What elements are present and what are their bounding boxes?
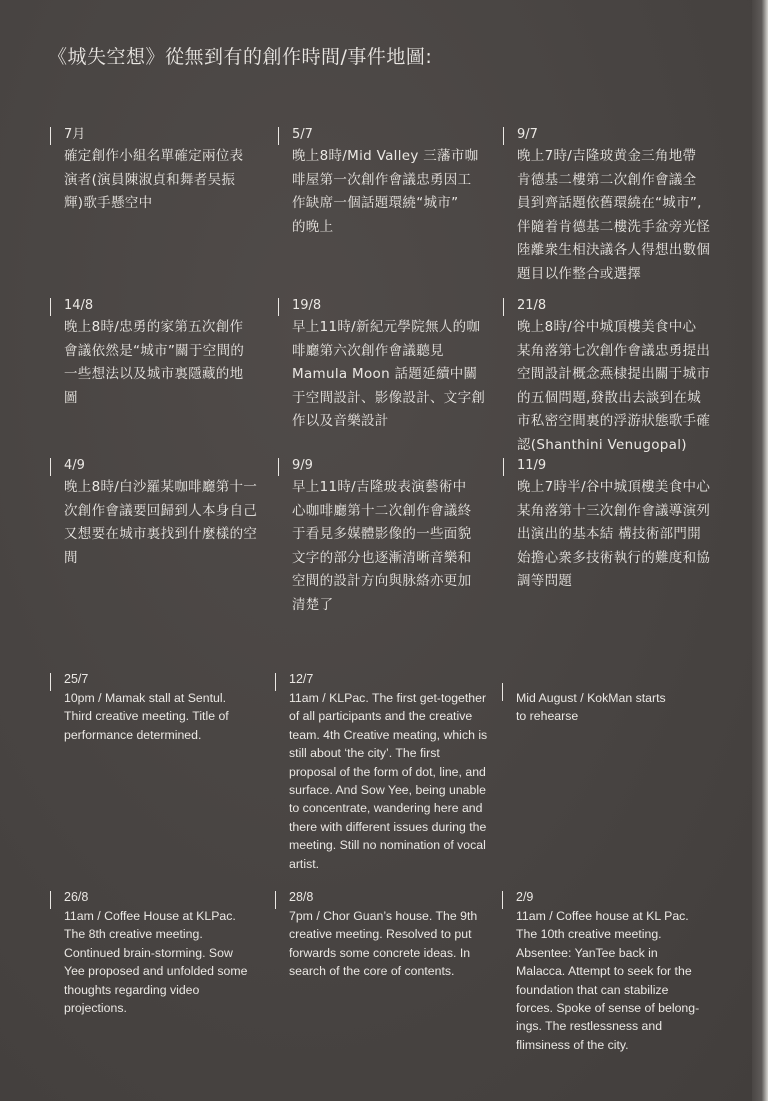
timeline-entry-zh bbox=[50, 295, 244, 410]
entry-text: 10pm / Mamak stall at Sentul. Third creative meeting. Title of performance determined. bbox=[64, 691, 229, 742]
entry-date: 26/8 bbox=[64, 890, 89, 904]
entry-date: 5/7 bbox=[292, 127, 313, 142]
entry-text: 早上11時/吉隆玻表演藝術中 心咖啡廳第十二次創作會議終 于看見多媒體影像的一些面貌 文字的部分也逐漸清晰音樂和 空間的設計方向與脉絡亦更加 清楚了 bbox=[292, 479, 472, 613]
timeline-entry-en bbox=[275, 888, 477, 981]
entry-text: 晚上8時/白沙羅某咖啡廳第十一 次創作會議要回歸到人本身自己 又想要在城市裏找到什麼樣的空 間 bbox=[64, 479, 258, 566]
timeline-entry-zh bbox=[278, 455, 471, 618]
entry-date: 28/8 bbox=[289, 890, 314, 904]
timeline-entry-zh bbox=[503, 455, 710, 594]
entry-text: 7pm / Chor Guan’s house. The 9th creative meeting. Resolved to put forwards some concrete ideas. In search of the core of contents. bbox=[289, 909, 478, 979]
timeline-entry-zh bbox=[503, 295, 710, 458]
entry-text: 晚上8時/Mid Valley 三藩市咖 啡屋第一次創作會議忠勇因工 作缺席一個話題環繞“城市” 的晚上 bbox=[292, 148, 479, 235]
entry-date: 4/9 bbox=[64, 458, 85, 473]
entry-date: 11/9 bbox=[517, 458, 547, 473]
entry-text: 11am / KLPac. The first get-together of all participants and the creative team. 4th Creative meating, which is still about ‘the city’. The first proposal of the form of dot, line, and surface. And Sow Yee, being unable to concentrate, wandering here and there with different issues during the meeting. Still no nomination of vocal artist. bbox=[289, 691, 488, 871]
timeline-entry-zh bbox=[50, 455, 257, 570]
timeline-entry-en bbox=[502, 888, 699, 1054]
entry-text: 確定創作小組名單確定兩位表 演者(演員陳淑貞和舞者吴振 輝)歌手懸空中 bbox=[64, 148, 244, 212]
timeline-entry-en bbox=[50, 888, 247, 1017]
entry-date: 7月 bbox=[64, 127, 86, 142]
entry-text: 11am / Coffee house at KL Pac. The 10th creative meeting. Absentee: YanTee back in Malacca. Attempt to seek for the foundation that can stabilize forces. Spoke of sense of belong- ings. The restlessness and flimsiness of the city. bbox=[516, 909, 700, 1052]
entry-date: 9/7 bbox=[517, 127, 538, 142]
entry-date: 14/8 bbox=[64, 298, 94, 313]
entry-text: 早上11時/新紀元學院無人的咖 啡廳第六次創作會議聽見 Mamula Moon 話題延續中關 于空間設計、影像設計、文字創 作以及音樂設計 bbox=[292, 319, 486, 430]
entry-text: 晚上8時/谷中城頂樓美食中心 某角落第七次創作會議忠勇提出 空間設計概念燕棣提出關于城市 的五個問題,發散出去談到在城 市私密空間裏的浮游狀態歌手確 認(Shanthini Venugopal) bbox=[517, 319, 711, 453]
timeline-entry-zh bbox=[278, 124, 478, 239]
entry-date: 19/8 bbox=[292, 298, 322, 313]
timeline-entry-zh bbox=[278, 295, 485, 434]
entry-date: 21/8 bbox=[517, 298, 547, 313]
entry-date: 25/7 bbox=[64, 672, 89, 686]
entry-text: 晚上7時半/谷中城頂樓美食中心 某角落第十三次創作會議導演列 出演出的基本結 構技術部門開 始擔心衆多技術執行的難度和協 調等問題 bbox=[517, 479, 711, 590]
entry-date: 9/9 bbox=[292, 458, 313, 473]
entry-text: Mid August / KokMan starts to rehearse bbox=[516, 691, 666, 724]
page-title: 《城失空想》從無到有的創作時間/事件地圖: bbox=[48, 46, 433, 68]
entry-text: 晚上7時/吉隆玻黄金三角地帶 肯德基二樓第二次創作會議全 員到齊話題依舊環繞在“城市”, 伴隨着肯德基二樓洗手盆旁光怪 陸離衆生相決議各人得想出數個 題目以作整合或選擇 bbox=[517, 148, 711, 282]
timeline-entry-en bbox=[275, 670, 487, 873]
timeline-entry-en bbox=[502, 680, 666, 726]
entry-text: 晚上8時/忠勇的家第五次創作 會議依然是“城市”關于空間的 一些想法以及城市裏隱藏的地 圖 bbox=[64, 319, 245, 406]
entry-text: 11am / Coffee House at KLPac. The 8th creative meeting. Continued brain-storming. Sow Yee proposed and unfolded some thoughts regarding video projections. bbox=[64, 909, 248, 1016]
timeline-entry-zh bbox=[50, 124, 243, 216]
entry-date: 12/7 bbox=[289, 672, 314, 686]
timeline-entry-zh bbox=[503, 124, 710, 287]
timeline-entry-en bbox=[50, 670, 229, 744]
entry-date: 2/9 bbox=[516, 890, 534, 904]
page-edge bbox=[752, 0, 768, 1101]
